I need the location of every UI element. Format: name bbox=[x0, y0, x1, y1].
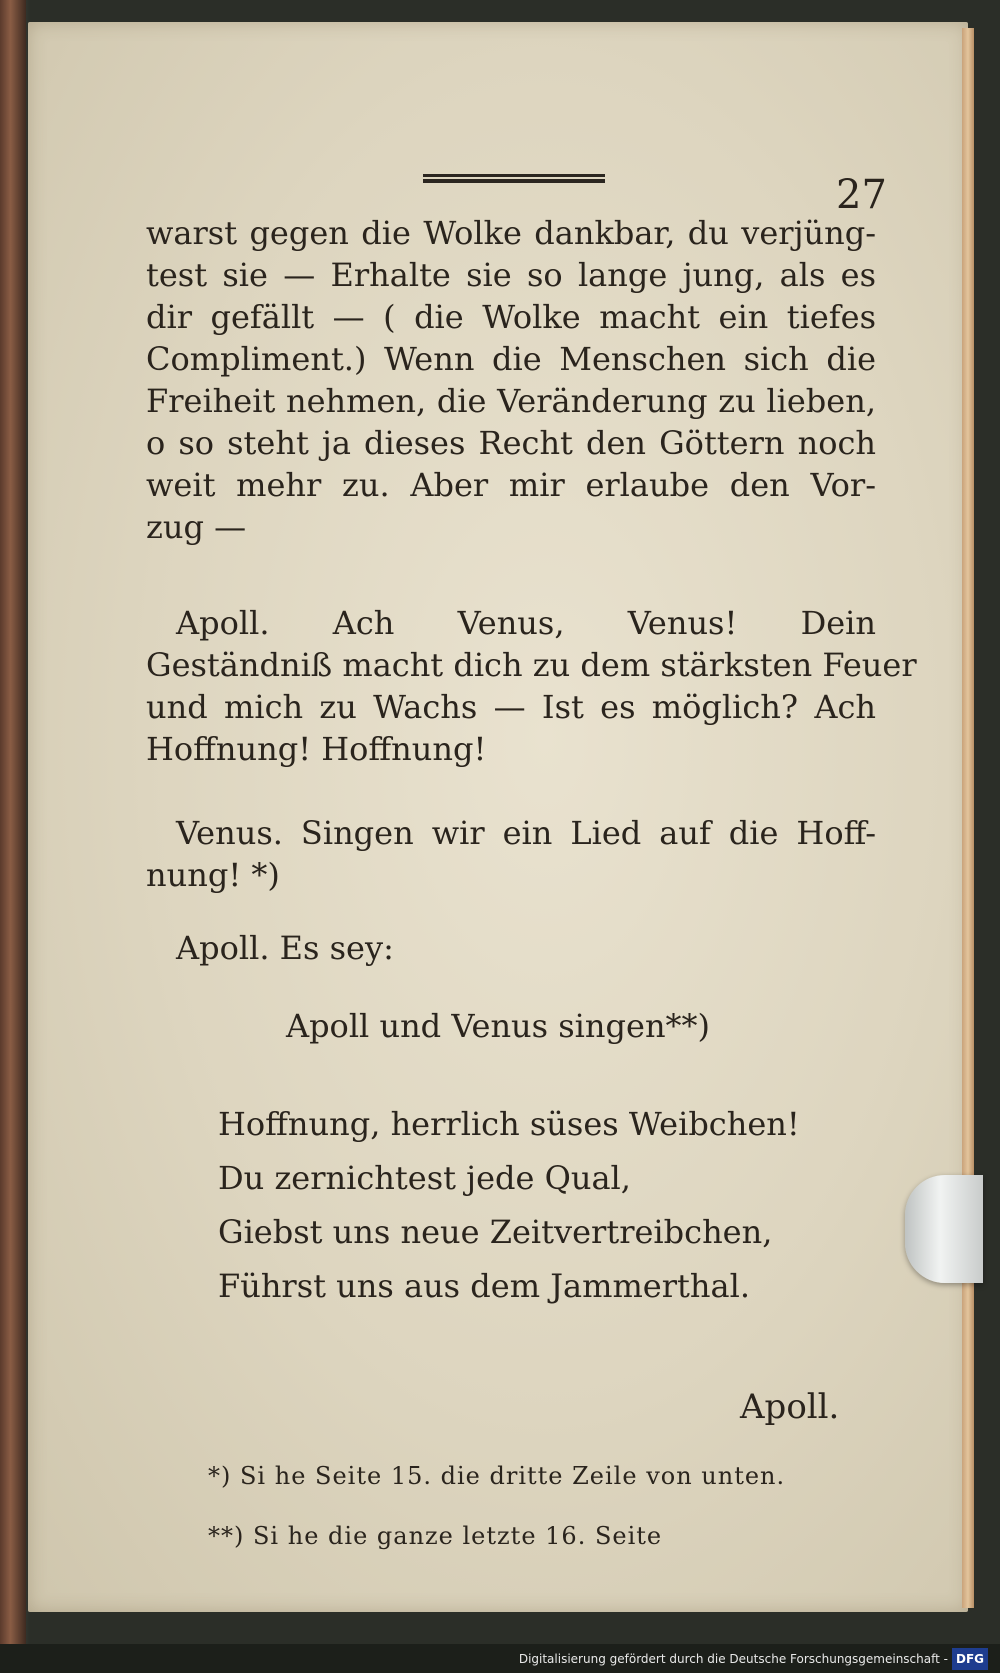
text-line: warst gegen die Wolke dankbar, du verjüng- bbox=[146, 214, 876, 252]
paragraph-4 bbox=[146, 927, 876, 969]
paragraph-1 bbox=[146, 212, 876, 548]
catchword: Apoll. bbox=[740, 1387, 840, 1427]
page-number: 27 bbox=[836, 172, 887, 218]
text-line: Freiheit nehmen, die Veränderung zu lieben, bbox=[146, 382, 876, 420]
text-line: nung! *) bbox=[146, 856, 280, 894]
verse-line: Giebst uns neue Zeitvertreibchen, bbox=[218, 1213, 773, 1251]
text-line: Geständniß macht dich zu dem stärksten Feuer bbox=[146, 646, 917, 684]
song-heading: Apoll und Venus singen**) bbox=[285, 1007, 711, 1045]
footnote-1: *) Si he Seite 15. die dritte Zeile von unten. bbox=[208, 1462, 786, 1490]
verse-line: Hoffnung, herrlich süses Weibchen! bbox=[218, 1105, 800, 1143]
paragraph-2 bbox=[146, 602, 917, 770]
dfg-logo: DFG bbox=[952, 1648, 988, 1670]
paragraph-3 bbox=[146, 812, 876, 896]
verse-line: Du zernichtest jede Qual, bbox=[218, 1159, 631, 1197]
text-line: test sie — Erhalte sie so lange jung, als es bbox=[146, 256, 876, 294]
text-line: zug — bbox=[146, 508, 247, 546]
text-line: Hoffnung! Hoffnung! bbox=[146, 730, 487, 768]
text-line: Apoll. Es sey: bbox=[176, 929, 394, 967]
page-clip bbox=[905, 1175, 983, 1283]
footnote-2: **) Si he die ganze letzte 16. Seite bbox=[208, 1522, 663, 1550]
text-line: Apoll. Ach Venus, Venus! Dein bbox=[176, 604, 876, 642]
text-line: dir gefällt — ( die Wolke macht ein tiefes bbox=[146, 298, 876, 336]
verse-line: Führst uns aus dem Jammerthal. bbox=[218, 1267, 750, 1305]
text-line: und mich zu Wachs — Ist es möglich? Ach bbox=[146, 688, 876, 726]
credit-text: Digitalisierung gefördert durch die Deutsche Forschungsgemeinschaft - bbox=[518, 1652, 948, 1666]
page-edge bbox=[962, 28, 974, 1608]
digitization-credit bbox=[0, 1648, 988, 1670]
header-rule bbox=[423, 174, 605, 183]
verse bbox=[218, 1097, 800, 1313]
text-line: Compliment.) Wenn die Menschen sich die bbox=[146, 340, 876, 378]
book-cover-edge bbox=[0, 0, 26, 1644]
text-line: o so steht ja dieses Recht den Göttern noch bbox=[146, 424, 876, 462]
text-line: Venus. Singen wir ein Lied auf die Hoff- bbox=[176, 814, 876, 852]
text-line: weit mehr zu. Aber mir erlaube den Vor- bbox=[146, 466, 876, 504]
book-page bbox=[28, 22, 968, 1612]
